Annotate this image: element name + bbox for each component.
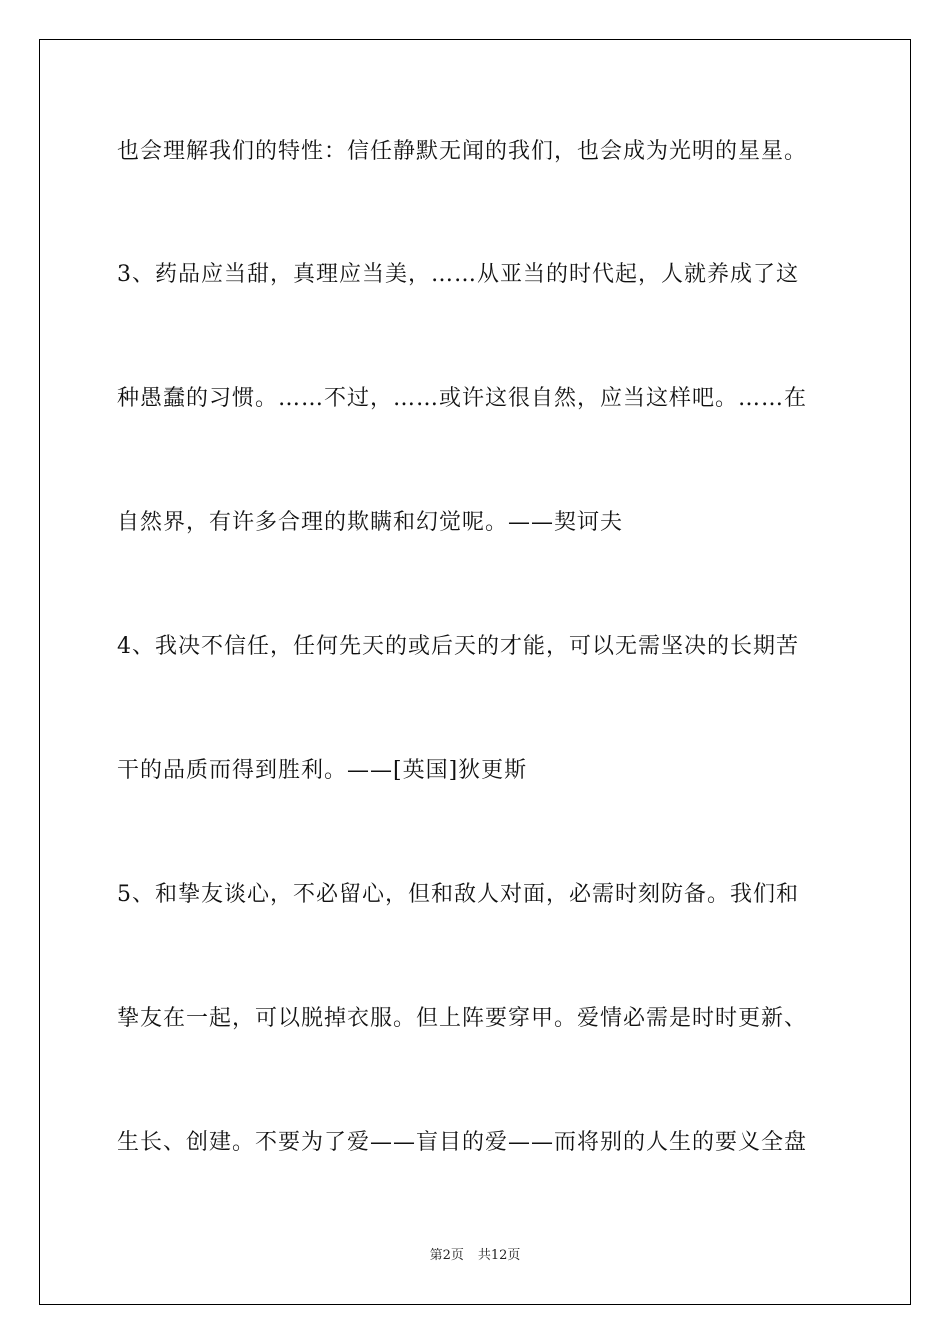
text-line: 4、我决不信任，任何先天的或后天的才能，可以无需坚决的长期苦 bbox=[117, 634, 799, 659]
text-line: 也会理解我们的特性：信任静默无闻的我们，也会成为光明的星星。 bbox=[117, 139, 808, 164]
page-border bbox=[39, 39, 911, 1305]
page-footer bbox=[0, 1247, 950, 1265]
text-line: 5、和挚友谈心，不必留心，但和敌人对面，必需时刻防备。我们和 bbox=[117, 882, 799, 907]
text-line: 生长、创建。不要为了爱——盲目的爱——而将别的人生的要义全盘 bbox=[117, 1130, 808, 1155]
text-line: 挚友在一起，可以脱掉衣服。但上阵要穿甲。爱情必需是时时更新、 bbox=[117, 1006, 808, 1031]
text-line: 3、药品应当甜，真理应当美，……从亚当的时代起，人就养成了这 bbox=[117, 262, 799, 287]
text-line: 种愚蠢的习惯。……不过，……或许这很自然，应当这样吧。……在 bbox=[117, 386, 808, 411]
page-number-current: 第2页 bbox=[429, 1248, 464, 1263]
text-line: 自然界，有许多合理的欺瞒和幻觉呢。——契诃夫 bbox=[117, 510, 624, 535]
text-line: 干的品质而得到胜利。——[英国]狄更斯 bbox=[117, 758, 528, 783]
page-number-total: 共12页 bbox=[477, 1248, 521, 1263]
